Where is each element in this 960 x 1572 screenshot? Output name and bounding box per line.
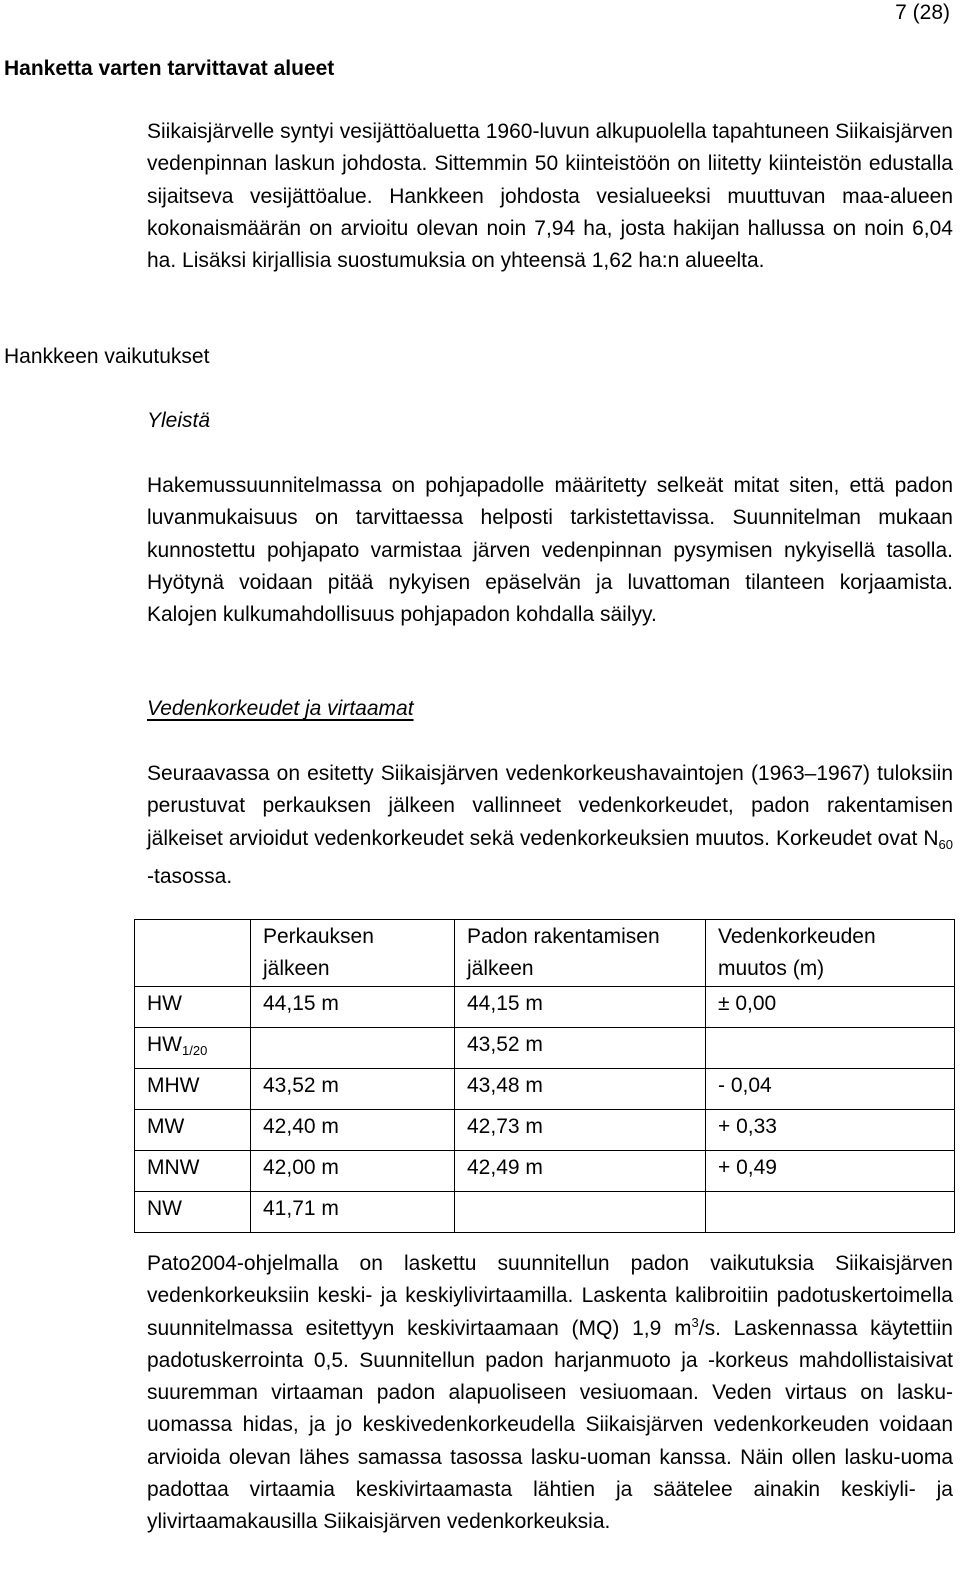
row-label — [135, 1151, 251, 1192]
cell-after-dam: 43,48 m — [455, 1069, 706, 1110]
cell-after-dam: 42,73 m — [455, 1110, 706, 1151]
subheading-general: Yleistä — [147, 409, 211, 432]
row-label-text: MNW — [147, 1156, 200, 1179]
row-label-subscript: 1/20 — [182, 1043, 208, 1058]
pato-text-b: /s. Laskennassa käytettiin padotuskerrointa 0,5. Suunnitellun padon harjanmuoto ja -korkeus mahdollistaisivat suuremman virtaaman padon alapuoliseen vesiuomaan. Veden virtaus on lasku-uomassa hidas, ja jo keskivedenkorkeudella Siikaisjärven vedenkorkeuden voidaan arvioida olevan lähes samassa tasossa lasku-uoman kanssa. Näin ollen lasku-uoma padottaa virtaamia keskivirtaamasta lähtien ja säätelee ainakin keskiyli- ja ylivirtaamakausilla Siikaisjärven vedenkorkeuksia. — [147, 1316, 953, 1534]
cell-change — [706, 1028, 955, 1069]
table-header-cell: Vedenkorkeuden muutos (m) — [706, 920, 955, 987]
table-row — [135, 1069, 955, 1110]
table-row — [135, 1110, 955, 1151]
table-header-cell — [135, 920, 251, 987]
cell-after-dam: 44,15 m — [455, 987, 706, 1028]
row-label — [135, 1028, 251, 1069]
cell-after-dredge — [251, 1028, 455, 1069]
pato-superscript: 3 — [691, 1314, 699, 1330]
row-label — [135, 1069, 251, 1110]
row-label-text: HW — [147, 1033, 182, 1056]
page-number: 7 (28) — [895, 1, 950, 24]
cell-after-dam — [455, 1192, 706, 1233]
row-label — [135, 987, 251, 1028]
row-label — [135, 1110, 251, 1151]
section-heading-areas: Hanketta varten tarvittavat alueet — [4, 57, 335, 80]
table-header-cell: Perkauksen jälkeen — [251, 920, 455, 987]
paragraph-levels-intro — [147, 758, 953, 893]
cell-after-dam: 42,49 m — [455, 1151, 706, 1192]
cell-after-dredge: 42,00 m — [251, 1151, 455, 1192]
table-header-cell: Padon rakentamisen jälkeen — [455, 920, 706, 987]
water-level-table — [134, 919, 955, 1233]
table-row — [135, 987, 955, 1028]
paragraph-general: Hakemussuunnitelmassa on pohjapadolle määritetty selkeät mitat siten, että padon luvanmukaisuus on tarvittaessa helposti tarkistettavissa. Suunnitelman mukaan kunnostettu pohjapato varmistaa järven vedenpinnan pysymisen nykyisellä tasolla. Hyötynä voidaan pitää nykyisen epäselvän ja luvattoman tilanteen korjaamista. Kalojen kulkumahdollisuus pohjapadon kohdalla säilyy. — [147, 474, 953, 627]
levels-intro-subscript: 60 — [938, 836, 953, 852]
row-label-text: NW — [147, 1197, 182, 1220]
table-header-row — [135, 920, 955, 987]
row-label — [135, 1192, 251, 1233]
row-label-text: MHW — [147, 1074, 200, 1097]
levels-intro-end: -tasossa. — [147, 864, 233, 888]
table-row — [135, 1028, 955, 1069]
cell-change: + 0,33 — [706, 1110, 955, 1151]
cell-change: ± 0,00 — [706, 987, 955, 1028]
cell-after-dredge: 43,52 m — [251, 1069, 455, 1110]
subheading-water-levels: Vedenkorkeudet ja virtaamat — [147, 697, 414, 720]
cell-change — [706, 1192, 955, 1233]
table-row — [135, 1151, 955, 1192]
levels-intro-text: Seuraavassa on esitetty Siikaisjärven vedenkorkeushavaintojen (1963–1967) tuloksiin perustuvat perkauksen jälkeen vallinneet vedenkorkeudet, padon rakentamisen jälkeiset arvioidut vedenkorkeudet sekä vedenkorkeuksien muutos. Korkeudet ovat N — [147, 762, 953, 850]
table-row — [135, 1192, 955, 1233]
cell-change: - 0,04 — [706, 1069, 955, 1110]
section-heading-impacts: Hankkeen vaikutukset — [4, 345, 210, 368]
cell-change: + 0,49 — [706, 1151, 955, 1192]
cell-after-dredge: 44,15 m — [251, 987, 455, 1028]
cell-after-dredge: 42,40 m — [251, 1110, 455, 1151]
paragraph-area: Siikaisjärvelle syntyi vesijättöaluetta 1960-luvun alkupuolella tapahtuneen Siikaisjärven vedenpinnan laskun johdosta. Sittemmin 50 kiinteistöön on liitetty kiinteistön edustalla sijaitseva vesijättöalue. Hankkeen johdosta vesialueeksi muuttuvan maa-alueen kokonaismäärän on arvioitu olevan noin 7,94 ha, josta hakijan hallussa on noin 6,04 ha. Lisäksi kirjallisia suostumuksia on yhteensä 1,62 ha:n alueelta. — [147, 120, 953, 273]
pato-text-a: Pato2004-ohjelmalla on laskettu suunnitellun padon vaikutuksia Siikaisjärven vedenkorkeuksiin keski- ja keskiylivirtaamilla. Laskenta kalibroitiin padotuskertoimella suunnitelmassa esitettyyn keskivirtaamaan (MQ) 1,9 m — [147, 1252, 953, 1340]
row-label-text: HW — [147, 992, 182, 1015]
paragraph-pato — [147, 1248, 953, 1539]
row-label-text: MW — [147, 1115, 185, 1138]
cell-after-dredge: 41,71 m — [251, 1192, 455, 1233]
cell-after-dam: 43,52 m — [455, 1028, 706, 1069]
